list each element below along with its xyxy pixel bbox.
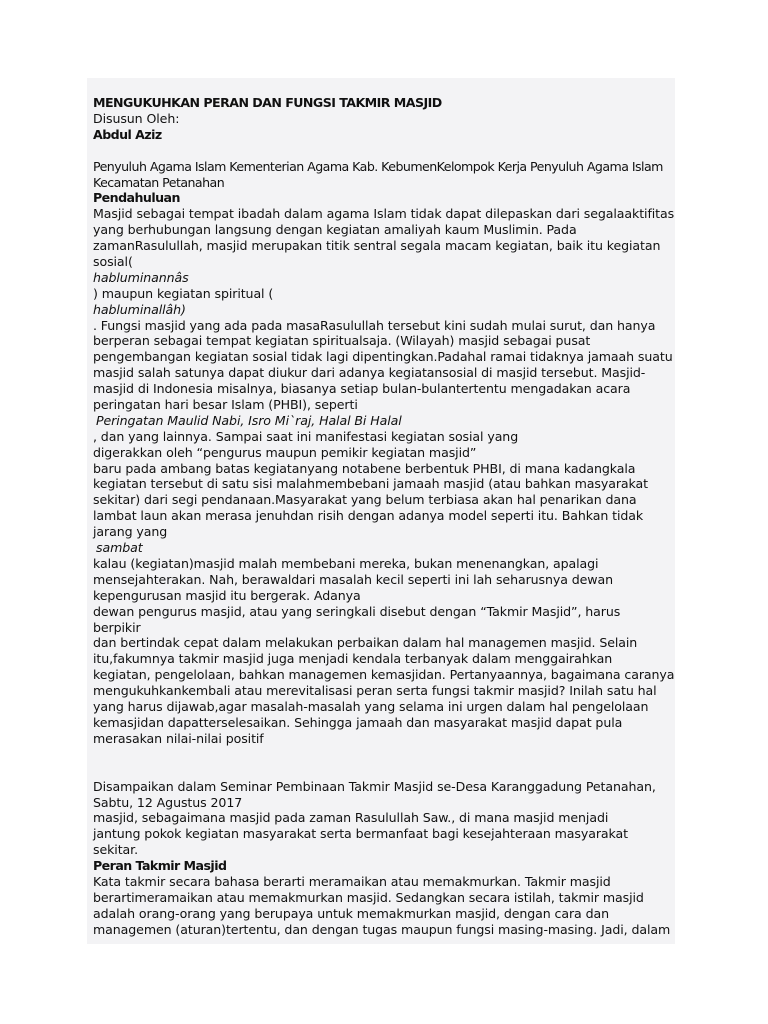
compiled-by-label: Disusun Oleh: (93, 110, 180, 126)
text-line: Masjid sebagai tempat ibadah dalam agama Islam tidak dapat dilepaskan dari segalaaktifitas (93, 206, 675, 222)
italic-term: habluminannâs (93, 269, 189, 285)
text-line: sekitar) dari segi pendanaan.Masyarakat yang belum terbiasa akan hal penarikan dana (93, 492, 637, 508)
text-line: managemen (aturan)tertentu, dan dengan tugas maupun fungsi masing-masing. Jadi, dalam (93, 921, 671, 937)
text-line: dewan pengurus masjid, atau yang seringkali disebut dengan “Takmir Masjid”, harus (93, 603, 621, 619)
text-line: , dan yang lainnya. Sampai saat ini manifestasi kegiatan sosial yang (93, 428, 519, 444)
text-line: berartimeramaikan atau memakmurkan masjid. Sedangkan secara istilah, takmir masjid (93, 889, 644, 905)
text-line: masjid, sebagaimana masjid pada zaman Rasulullah Saw., di mana masjid menjadi (93, 810, 609, 826)
text-line: digerakkan oleh “pengurus maupun pemikir kegiatan masjid” (93, 444, 477, 460)
text-line: berpikir (93, 619, 141, 635)
text-line: kegiatan, pengelolaan, bahkan managemen kemasjidan. Pertanyaannya, bagaimana caranya (93, 667, 675, 683)
section-heading-peran: Peran Takmir Masjid (93, 858, 227, 874)
spacer (93, 763, 675, 779)
text-line: kemasjidan dapatterselesaikan. Sehingga jamaah dan masyarakat masjid dapat pula (93, 714, 623, 730)
text-line: zamanRasulullah, masjid merupakan titik sentral segala macam kegiatan, baik itu kegiatan (93, 238, 661, 254)
text-line: masjid salah satunya dapat diukur dari adanya kegiatansosial di masjid tersebut. Masjid- (93, 365, 646, 381)
author-name: Abdul Aziz (93, 126, 162, 142)
text-line: . Fungsi masjid yang ada pada masaRasulullah tersebut kini sudah mulai surut, dan hanya (93, 317, 656, 333)
italic-term: habluminallâh) (93, 301, 186, 317)
affiliation-line: Kecamatan Petanahan (93, 174, 225, 190)
text-line: sekitar. (93, 842, 138, 858)
text-line: yang harus dijawab,agar masalah-masalah yang selama ini urgen dalam hal pengelolaan (93, 698, 649, 714)
section-heading-pendahuluan: Pendahuluan (93, 190, 180, 206)
text-line: kepengurusan masjid itu bergerak. Adanya (93, 587, 361, 603)
text-line: Disampaikan dalam Seminar Pembinaan Takmir Masjid se-Desa Karanggadung Petanahan, (93, 778, 656, 794)
text-line: pengembangan kegiatan sosial tidak lagi dipentingkan.Padahal ramai tidaknya jamaah suatu (93, 349, 673, 365)
text-line: masjid di Indonesia misalnya, biasanya setiap bulan-bulantertentu mengadakan acara (93, 381, 631, 397)
text-line: kegiatan tersebut di satu sisi malahmembebani jamaah masjid (atau bahkan masyarakat (93, 476, 648, 492)
document-body (93, 95, 675, 938)
text-line: mensejahterakan. Nah, berawaldari masalah kecil seperti ini lah seharusnya dewan (93, 571, 613, 587)
text-line: yang berhubungan langsung dengan kegiatan amaliyah kaum Muslimin. Pada (93, 222, 577, 238)
text-line: adalah orang-orang yang berupaya untuk memakmurkan masjid, dengan cara dan (93, 905, 609, 921)
text-line: jantung pokok kegiatan masyarakat serta bermanfaat bagi kesejahteraan masyarakat (93, 826, 628, 842)
text-line: baru pada ambang batas kegiatanyang notabene berbentuk PHBI, di mana kadangkala (93, 460, 636, 476)
document-page (87, 78, 675, 944)
affiliation-line: Penyuluh Agama Islam Kementerian Agama Kab. KebumenKelompok Kerja Penyuluh Agama Islam (93, 158, 663, 174)
spacer (93, 143, 675, 159)
doc-title: MENGUKUHKAN PERAN DAN FUNGSI TAKMIR MASJID (93, 95, 442, 110)
spacer (93, 747, 675, 763)
text-line: berperan sebagai tempat kegiatan spiritualsaja. (Wilayah) masjid sebagai pusat (93, 333, 591, 349)
text-line: kalau (kegiatan)masjid malah membebani mereka, bukan menenangkan, apalagi (93, 555, 599, 571)
text-line: sosial( (93, 254, 133, 270)
text-line: jarang yang (93, 524, 168, 540)
text-line: ) maupun kegiatan spiritual ( (93, 285, 274, 301)
italic-term: Peringatan Maulid Nabi, Isro Mi`raj, Halal Bi Halal (96, 412, 402, 428)
italic-term: sambat (96, 540, 143, 556)
text-line: lambat laun akan merasa jenuhdan risih dengan adanya model seperti itu. Bahkan tidak (93, 508, 644, 524)
text-line: Kata takmir secara bahasa berarti meramaikan atau memakmurkan. Takmir masjid (93, 873, 611, 889)
text-line: itu,fakumnya takmir masjid juga menjadi kendala terbanyak dalam menggairahkan (93, 651, 613, 667)
text-line: dan bertindak cepat dalam melakukan perbaikan dalam hal managemen masjid. Selain (93, 635, 638, 651)
text-line: peringatan hari besar Islam (PHBI), seperti (93, 397, 358, 413)
text-line: mengukuhkankembali atau merevitalisasi peran serta fungsi takmir masjid? Inilah satu hal (93, 683, 657, 699)
text-line: merasakan nilai-nilai positif (93, 730, 264, 746)
text-line: Sabtu, 12 Agustus 2017 (93, 794, 243, 810)
